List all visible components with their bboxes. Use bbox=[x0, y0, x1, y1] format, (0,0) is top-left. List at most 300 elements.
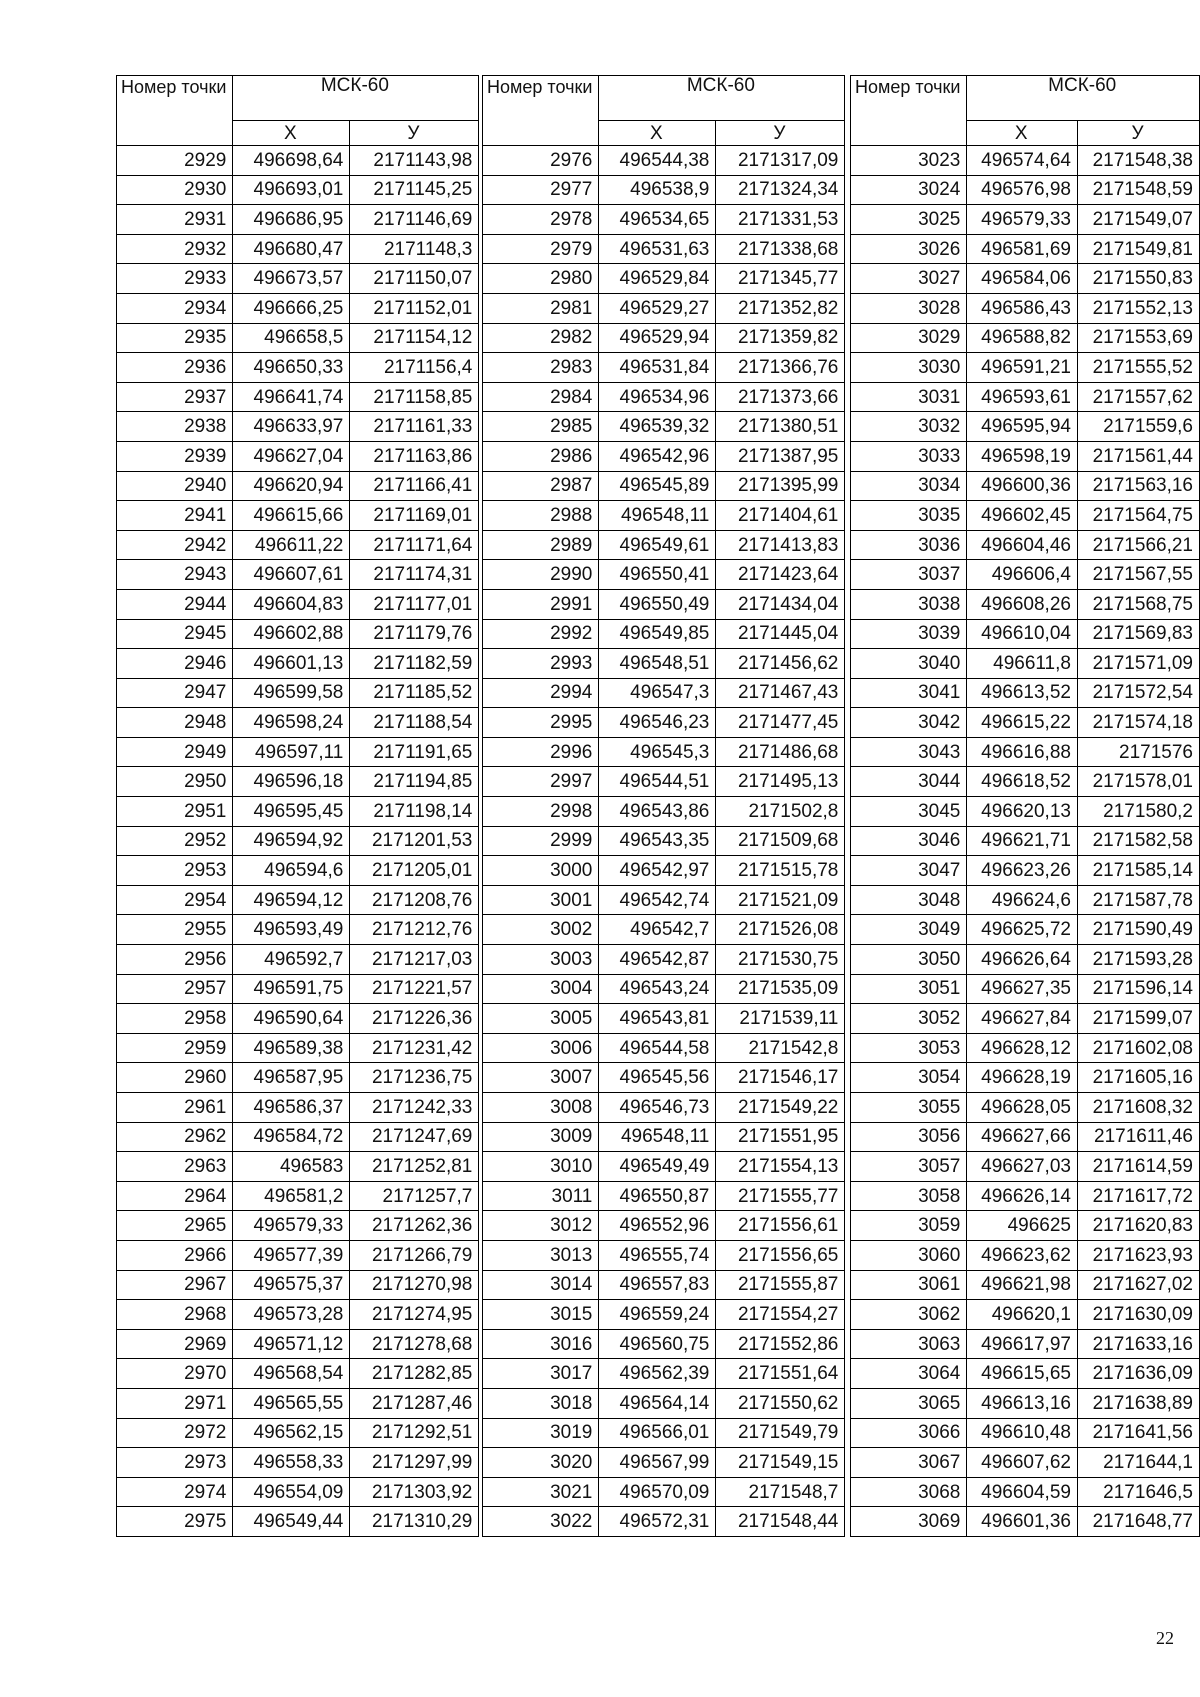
x-coordinate-cell: 496542,87 bbox=[599, 945, 716, 975]
table-row bbox=[117, 1270, 479, 1300]
point-number-cell: 2934 bbox=[117, 293, 233, 323]
point-number-cell: 3063 bbox=[851, 1329, 967, 1359]
x-column-header: Х bbox=[599, 121, 716, 146]
point-number-cell: 3001 bbox=[483, 885, 599, 915]
y-coordinate-cell: 2171509,68 bbox=[716, 826, 845, 856]
point-number-cell: 2943 bbox=[117, 560, 233, 590]
y-coordinate-cell: 2171477,45 bbox=[716, 708, 845, 738]
point-number-cell: 2957 bbox=[117, 974, 233, 1004]
y-coordinate-cell: 2171550,62 bbox=[716, 1388, 845, 1418]
point-number-cell: 2949 bbox=[117, 737, 233, 767]
y-coordinate-cell: 2171561,44 bbox=[1077, 441, 1199, 471]
point-number-cell: 3048 bbox=[851, 885, 967, 915]
point-number-cell: 2968 bbox=[117, 1300, 233, 1330]
x-coordinate-cell: 496550,41 bbox=[599, 560, 716, 590]
table-row bbox=[483, 1063, 845, 1093]
table-row bbox=[117, 1359, 479, 1389]
point-number-cell: 2981 bbox=[483, 293, 599, 323]
x-coordinate-cell: 496610,48 bbox=[967, 1418, 1078, 1448]
point-number-cell: 3019 bbox=[483, 1418, 599, 1448]
table-row bbox=[851, 649, 1200, 679]
x-coordinate-cell: 496693,01 bbox=[233, 175, 350, 205]
y-coordinate-cell: 2171373,66 bbox=[716, 382, 845, 412]
point-number-cell: 3011 bbox=[483, 1181, 599, 1211]
table-row bbox=[483, 441, 845, 471]
point-number-cell: 2941 bbox=[117, 501, 233, 531]
x-coordinate-cell: 496624,6 bbox=[967, 885, 1078, 915]
x-coordinate-cell: 496529,94 bbox=[599, 323, 716, 353]
table-row bbox=[117, 1211, 479, 1241]
table-row bbox=[851, 501, 1200, 531]
table-row bbox=[851, 323, 1200, 353]
x-coordinate-cell: 496626,14 bbox=[967, 1181, 1078, 1211]
x-coordinate-cell: 496542,97 bbox=[599, 856, 716, 886]
x-coordinate-cell: 496581,2 bbox=[233, 1181, 350, 1211]
point-number-cell: 3054 bbox=[851, 1063, 967, 1093]
table-row bbox=[483, 974, 845, 1004]
table-row bbox=[117, 234, 479, 264]
point-number-cell: 2998 bbox=[483, 797, 599, 827]
point-number-cell: 2993 bbox=[483, 649, 599, 679]
y-coordinate-cell: 2171546,17 bbox=[716, 1063, 845, 1093]
point-number-cell: 2970 bbox=[117, 1359, 233, 1389]
table-row bbox=[483, 264, 845, 294]
table-row bbox=[851, 1359, 1200, 1389]
point-number-cell: 3025 bbox=[851, 205, 967, 235]
table-body bbox=[851, 76, 1200, 1537]
table-row bbox=[851, 945, 1200, 975]
x-coordinate-cell: 496591,21 bbox=[967, 353, 1078, 383]
y-coordinate-cell: 2171324,34 bbox=[716, 175, 845, 205]
table-row bbox=[483, 1477, 845, 1507]
table-row bbox=[851, 1063, 1200, 1093]
point-number-cell: 2991 bbox=[483, 589, 599, 619]
point-number-cell: 3038 bbox=[851, 589, 967, 619]
y-coordinate-cell: 2171502,8 bbox=[716, 797, 845, 827]
y-coordinate-cell: 2171262,36 bbox=[350, 1211, 479, 1241]
x-coordinate-cell: 496627,66 bbox=[967, 1122, 1078, 1152]
y-coordinate-cell: 2171587,78 bbox=[1077, 885, 1199, 915]
x-coordinate-cell: 496686,95 bbox=[233, 205, 350, 235]
table-row bbox=[117, 560, 479, 590]
y-coordinate-cell: 2171596,14 bbox=[1077, 974, 1199, 1004]
coordinates-table-1 bbox=[116, 75, 479, 1537]
table-row bbox=[117, 1152, 479, 1182]
x-coordinate-cell: 496617,97 bbox=[967, 1329, 1078, 1359]
table-row bbox=[851, 1329, 1200, 1359]
table-row bbox=[117, 856, 479, 886]
x-coordinate-cell: 496620,94 bbox=[233, 471, 350, 501]
point-number-cell: 3035 bbox=[851, 501, 967, 531]
y-coordinate-cell: 2171404,61 bbox=[716, 501, 845, 531]
point-number-cell: 3022 bbox=[483, 1507, 599, 1537]
x-coordinate-cell: 496567,99 bbox=[599, 1448, 716, 1478]
point-number-cell: 2962 bbox=[117, 1122, 233, 1152]
y-coordinate-cell: 2171582,58 bbox=[1077, 826, 1199, 856]
y-coordinate-cell: 2171467,43 bbox=[716, 678, 845, 708]
y-coordinate-cell: 2171602,08 bbox=[1077, 1033, 1199, 1063]
x-coordinate-cell: 496613,16 bbox=[967, 1388, 1078, 1418]
x-coordinate-cell: 496610,04 bbox=[967, 619, 1078, 649]
y-coordinate-cell: 2171266,79 bbox=[350, 1240, 479, 1270]
point-number-cell: 3007 bbox=[483, 1063, 599, 1093]
y-coordinate-cell: 2171338,68 bbox=[716, 234, 845, 264]
y-coordinate-cell: 2171174,31 bbox=[350, 560, 479, 590]
point-number-cell: 2946 bbox=[117, 649, 233, 679]
y-column-header: У bbox=[1077, 121, 1199, 146]
table-row bbox=[483, 1033, 845, 1063]
x-coordinate-cell: 496594,92 bbox=[233, 826, 350, 856]
coordinates-table-3 bbox=[850, 75, 1200, 1537]
y-coordinate-cell: 2171252,81 bbox=[350, 1152, 479, 1182]
table-row bbox=[851, 589, 1200, 619]
x-coordinate-cell: 496544,58 bbox=[599, 1033, 716, 1063]
y-coordinate-cell: 2171569,83 bbox=[1077, 619, 1199, 649]
point-number-cell: 2971 bbox=[117, 1388, 233, 1418]
point-number-cell: 2977 bbox=[483, 175, 599, 205]
point-number-cell: 3005 bbox=[483, 1004, 599, 1034]
table-row bbox=[483, 826, 845, 856]
y-coordinate-cell: 2171552,86 bbox=[716, 1329, 845, 1359]
table-row bbox=[117, 1329, 479, 1359]
table-row bbox=[117, 175, 479, 205]
table-row bbox=[483, 412, 845, 442]
x-coordinate-cell: 496627,35 bbox=[967, 974, 1078, 1004]
x-coordinate-cell: 496548,11 bbox=[599, 501, 716, 531]
table-row bbox=[851, 1122, 1200, 1152]
table-row bbox=[117, 353, 479, 383]
table-row bbox=[117, 1418, 479, 1448]
point-number-cell: 3028 bbox=[851, 293, 967, 323]
point-number-cell: 3069 bbox=[851, 1507, 967, 1537]
point-number-cell: 2935 bbox=[117, 323, 233, 353]
x-coordinate-cell: 496604,46 bbox=[967, 530, 1078, 560]
table-row bbox=[483, 915, 845, 945]
table-row bbox=[117, 708, 479, 738]
y-coordinate-cell: 2171623,93 bbox=[1077, 1240, 1199, 1270]
x-coordinate-cell: 496627,84 bbox=[967, 1004, 1078, 1034]
y-coordinate-cell: 2171380,51 bbox=[716, 412, 845, 442]
table-row bbox=[117, 974, 479, 1004]
point-number-cell: 2931 bbox=[117, 205, 233, 235]
point-number-cell: 3060 bbox=[851, 1240, 967, 1270]
x-coordinate-cell: 496548,51 bbox=[599, 649, 716, 679]
table-row bbox=[851, 1152, 1200, 1182]
x-coordinate-cell: 496529,27 bbox=[599, 293, 716, 323]
y-coordinate-cell: 2171486,68 bbox=[716, 737, 845, 767]
point-number-cell: 3014 bbox=[483, 1270, 599, 1300]
table-row bbox=[851, 826, 1200, 856]
point-number-cell: 3027 bbox=[851, 264, 967, 294]
point-number-cell: 2976 bbox=[483, 146, 599, 176]
y-coordinate-cell: 2171549,79 bbox=[716, 1418, 845, 1448]
table-row bbox=[851, 441, 1200, 471]
y-coordinate-cell: 2171445,04 bbox=[716, 619, 845, 649]
table-row bbox=[117, 1300, 479, 1330]
y-coordinate-cell: 2171556,61 bbox=[716, 1211, 845, 1241]
y-coordinate-cell: 2171611,46 bbox=[1077, 1122, 1199, 1152]
x-coordinate-cell: 496633,97 bbox=[233, 412, 350, 442]
y-coordinate-cell: 2171526,08 bbox=[716, 915, 845, 945]
point-number-cell: 2933 bbox=[117, 264, 233, 294]
table-row bbox=[483, 234, 845, 264]
x-coordinate-cell: 496698,64 bbox=[233, 146, 350, 176]
table-row bbox=[851, 619, 1200, 649]
x-coordinate-cell: 496545,89 bbox=[599, 471, 716, 501]
x-coordinate-cell: 496599,58 bbox=[233, 678, 350, 708]
y-coordinate-cell: 2171627,02 bbox=[1077, 1270, 1199, 1300]
coordinate-system-header: МСК-60 bbox=[967, 76, 1200, 121]
y-coordinate-cell: 2171387,95 bbox=[716, 441, 845, 471]
y-coordinate-cell: 2171166,41 bbox=[350, 471, 479, 501]
y-coordinate-cell: 2171423,64 bbox=[716, 560, 845, 590]
y-coordinate-cell: 2171145,25 bbox=[350, 175, 479, 205]
y-coordinate-cell: 2171549,15 bbox=[716, 1448, 845, 1478]
x-coordinate-cell: 496628,19 bbox=[967, 1063, 1078, 1093]
y-coordinate-cell: 2171292,51 bbox=[350, 1418, 479, 1448]
point-number-cell: 2986 bbox=[483, 441, 599, 471]
x-coordinate-cell: 496583 bbox=[233, 1152, 350, 1182]
x-coordinate-cell: 496542,96 bbox=[599, 441, 716, 471]
point-number-cell: 3067 bbox=[851, 1448, 967, 1478]
y-coordinate-cell: 2171530,75 bbox=[716, 945, 845, 975]
table-row bbox=[483, 1270, 845, 1300]
table-row bbox=[851, 767, 1200, 797]
y-coordinate-cell: 2171556,65 bbox=[716, 1240, 845, 1270]
x-coordinate-cell: 496552,96 bbox=[599, 1211, 716, 1241]
x-coordinate-cell: 496593,49 bbox=[233, 915, 350, 945]
table-row bbox=[483, 1181, 845, 1211]
table-row bbox=[483, 501, 845, 531]
y-coordinate-cell: 2171434,04 bbox=[716, 589, 845, 619]
y-coordinate-cell: 2171158,85 bbox=[350, 382, 479, 412]
x-coordinate-cell: 496554,09 bbox=[233, 1477, 350, 1507]
point-number-cell: 3013 bbox=[483, 1240, 599, 1270]
table-row bbox=[483, 471, 845, 501]
x-coordinate-cell: 496544,51 bbox=[599, 767, 716, 797]
point-number-cell: 3031 bbox=[851, 382, 967, 412]
table-row bbox=[117, 826, 479, 856]
point-number-cell: 3042 bbox=[851, 708, 967, 738]
x-coordinate-cell: 496545,56 bbox=[599, 1063, 716, 1093]
y-coordinate-cell: 2171563,16 bbox=[1077, 471, 1199, 501]
point-number-cell: 3033 bbox=[851, 441, 967, 471]
point-number-cell: 3034 bbox=[851, 471, 967, 501]
table-row bbox=[851, 1448, 1200, 1478]
y-coordinate-cell: 2171270,98 bbox=[350, 1270, 479, 1300]
x-coordinate-cell: 496588,82 bbox=[967, 323, 1078, 353]
table-row bbox=[117, 441, 479, 471]
point-number-cell: 3065 bbox=[851, 1388, 967, 1418]
y-coordinate-cell: 2171578,01 bbox=[1077, 767, 1199, 797]
y-coordinate-cell: 2171554,13 bbox=[716, 1152, 845, 1182]
point-number-cell: 3051 bbox=[851, 974, 967, 1004]
point-number-cell: 3053 bbox=[851, 1033, 967, 1063]
point-number-cell: 2972 bbox=[117, 1418, 233, 1448]
table-row bbox=[117, 619, 479, 649]
table-row bbox=[483, 797, 845, 827]
point-number-cell: 3037 bbox=[851, 560, 967, 590]
point-number-cell: 2992 bbox=[483, 619, 599, 649]
x-coordinate-cell: 496597,11 bbox=[233, 737, 350, 767]
table-row bbox=[117, 649, 479, 679]
x-column-header: Х bbox=[967, 121, 1078, 146]
x-coordinate-cell: 496623,62 bbox=[967, 1240, 1078, 1270]
point-number-cell: 2999 bbox=[483, 826, 599, 856]
y-coordinate-cell: 2171585,14 bbox=[1077, 856, 1199, 886]
x-coordinate-cell: 496574,64 bbox=[967, 146, 1078, 176]
point-number-cell: 2947 bbox=[117, 678, 233, 708]
point-number-cell: 2994 bbox=[483, 678, 599, 708]
x-coordinate-cell: 496626,64 bbox=[967, 945, 1078, 975]
table-row bbox=[483, 1004, 845, 1034]
x-coordinate-cell: 496546,23 bbox=[599, 708, 716, 738]
y-coordinate-cell: 2171185,52 bbox=[350, 678, 479, 708]
x-coordinate-cell: 496543,81 bbox=[599, 1004, 716, 1034]
table-row bbox=[851, 175, 1200, 205]
table-row bbox=[117, 205, 479, 235]
y-coordinate-cell: 2171212,76 bbox=[350, 915, 479, 945]
x-coordinate-cell: 496607,62 bbox=[967, 1448, 1078, 1478]
y-coordinate-cell: 2171515,78 bbox=[716, 856, 845, 886]
x-coordinate-cell: 496543,35 bbox=[599, 826, 716, 856]
y-coordinate-cell: 2171152,01 bbox=[350, 293, 479, 323]
table-row bbox=[483, 1093, 845, 1123]
point-number-cell: 2969 bbox=[117, 1329, 233, 1359]
point-number-cell: 3058 bbox=[851, 1181, 967, 1211]
table-row bbox=[851, 1300, 1200, 1330]
table-row bbox=[483, 530, 845, 560]
point-number-cell: 3004 bbox=[483, 974, 599, 1004]
y-coordinate-cell: 2171194,85 bbox=[350, 767, 479, 797]
y-coordinate-cell: 2171236,75 bbox=[350, 1063, 479, 1093]
y-coordinate-cell: 2171549,07 bbox=[1077, 205, 1199, 235]
table-row bbox=[483, 1388, 845, 1418]
x-coordinate-cell: 496602,88 bbox=[233, 619, 350, 649]
point-number-cell: 3017 bbox=[483, 1359, 599, 1389]
table-row bbox=[483, 737, 845, 767]
table-row bbox=[483, 1418, 845, 1448]
point-number-cell: 2958 bbox=[117, 1004, 233, 1034]
x-coordinate-cell: 496534,65 bbox=[599, 205, 716, 235]
y-coordinate-cell: 2171644,1 bbox=[1077, 1448, 1199, 1478]
point-number-cell: 3057 bbox=[851, 1152, 967, 1182]
point-number-cell: 3036 bbox=[851, 530, 967, 560]
point-number-cell: 3052 bbox=[851, 1004, 967, 1034]
y-coordinate-cell: 2171154,12 bbox=[350, 323, 479, 353]
x-coordinate-cell: 496573,28 bbox=[233, 1300, 350, 1330]
y-coordinate-cell: 2171551,95 bbox=[716, 1122, 845, 1152]
table-row bbox=[851, 1211, 1200, 1241]
table-row bbox=[851, 471, 1200, 501]
x-coordinate-cell: 496538,9 bbox=[599, 175, 716, 205]
y-coordinate-cell: 2171359,82 bbox=[716, 323, 845, 353]
y-coordinate-cell: 2171395,99 bbox=[716, 471, 845, 501]
x-coordinate-cell: 496558,33 bbox=[233, 1448, 350, 1478]
y-coordinate-cell: 2171599,07 bbox=[1077, 1004, 1199, 1034]
table-row bbox=[117, 530, 479, 560]
y-coordinate-cell: 2171548,7 bbox=[716, 1477, 845, 1507]
table-row bbox=[117, 1181, 479, 1211]
table-row bbox=[851, 1033, 1200, 1063]
table-row bbox=[851, 1181, 1200, 1211]
x-coordinate-cell: 496623,26 bbox=[967, 856, 1078, 886]
y-coordinate-cell: 2171156,4 bbox=[350, 353, 479, 383]
table-row bbox=[483, 1448, 845, 1478]
table-row bbox=[483, 708, 845, 738]
x-coordinate-cell: 496579,33 bbox=[967, 205, 1078, 235]
y-coordinate-cell: 2171636,09 bbox=[1077, 1359, 1199, 1389]
point-number-cell: 3050 bbox=[851, 945, 967, 975]
point-number-cell: 2938 bbox=[117, 412, 233, 442]
point-number-cell: 2997 bbox=[483, 767, 599, 797]
table-row bbox=[117, 1093, 479, 1123]
y-coordinate-cell: 2171638,89 bbox=[1077, 1388, 1199, 1418]
x-coordinate-cell: 496570,09 bbox=[599, 1477, 716, 1507]
point-number-cell: 3061 bbox=[851, 1270, 967, 1300]
y-coordinate-cell: 2171548,38 bbox=[1077, 146, 1199, 176]
x-coordinate-cell: 496571,12 bbox=[233, 1329, 350, 1359]
x-coordinate-cell: 496628,05 bbox=[967, 1093, 1078, 1123]
x-coordinate-cell: 496594,12 bbox=[233, 885, 350, 915]
point-number-cell: 2945 bbox=[117, 619, 233, 649]
x-coordinate-cell: 496666,25 bbox=[233, 293, 350, 323]
x-coordinate-cell: 496650,33 bbox=[233, 353, 350, 383]
y-coordinate-cell: 2171297,99 bbox=[350, 1448, 479, 1478]
x-coordinate-cell: 496586,43 bbox=[967, 293, 1078, 323]
y-coordinate-cell: 2171495,13 bbox=[716, 767, 845, 797]
x-coordinate-cell: 496590,64 bbox=[233, 1004, 350, 1034]
y-coordinate-cell: 2171191,65 bbox=[350, 737, 479, 767]
x-coordinate-cell: 496577,39 bbox=[233, 1240, 350, 1270]
x-coordinate-cell: 496534,96 bbox=[599, 382, 716, 412]
table-row bbox=[117, 471, 479, 501]
table-row bbox=[117, 501, 479, 531]
point-number-cell: 3003 bbox=[483, 945, 599, 975]
point-number-cell: 2984 bbox=[483, 382, 599, 412]
y-coordinate-cell: 2171552,13 bbox=[1077, 293, 1199, 323]
y-coordinate-cell: 2171456,62 bbox=[716, 649, 845, 679]
table-row bbox=[851, 1418, 1200, 1448]
table-row bbox=[851, 1388, 1200, 1418]
point-number-cell: 3023 bbox=[851, 146, 967, 176]
y-coordinate-cell: 2171310,29 bbox=[350, 1507, 479, 1537]
x-coordinate-cell: 496549,61 bbox=[599, 530, 716, 560]
x-coordinate-cell: 496611,22 bbox=[233, 530, 350, 560]
point-number-cell: 3009 bbox=[483, 1122, 599, 1152]
y-coordinate-cell: 2171557,62 bbox=[1077, 382, 1199, 412]
y-coordinate-cell: 2171163,86 bbox=[350, 441, 479, 471]
point-number-cell: 2979 bbox=[483, 234, 599, 264]
point-number-cell: 2995 bbox=[483, 708, 599, 738]
y-coordinate-cell: 2171242,33 bbox=[350, 1093, 479, 1123]
y-coordinate-cell: 2171571,09 bbox=[1077, 649, 1199, 679]
y-coordinate-cell: 2171161,33 bbox=[350, 412, 479, 442]
x-coordinate-cell: 496593,61 bbox=[967, 382, 1078, 412]
table-row bbox=[117, 146, 479, 176]
table-row bbox=[483, 1240, 845, 1270]
point-number-cell: 3041 bbox=[851, 678, 967, 708]
x-coordinate-cell: 496591,75 bbox=[233, 974, 350, 1004]
point-number-cell: 3032 bbox=[851, 412, 967, 442]
table-row bbox=[483, 619, 845, 649]
point-number-cell: 2974 bbox=[117, 1477, 233, 1507]
y-coordinate-cell: 2171608,32 bbox=[1077, 1093, 1199, 1123]
x-coordinate-cell: 496608,26 bbox=[967, 589, 1078, 619]
x-coordinate-cell: 496546,73 bbox=[599, 1093, 716, 1123]
y-coordinate-cell: 2171549,22 bbox=[716, 1093, 845, 1123]
x-coordinate-cell: 496559,24 bbox=[599, 1300, 716, 1330]
